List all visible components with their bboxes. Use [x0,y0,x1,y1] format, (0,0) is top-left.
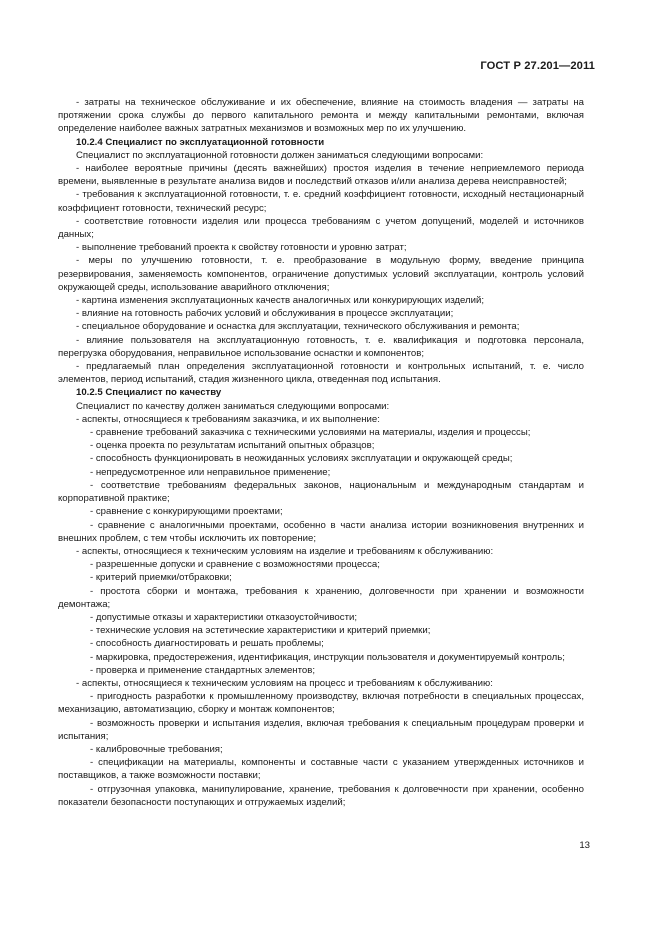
list-item: - требования к эксплуатационной готовности, т. е. средний коэффициент готовности, исходный нестационарный коэффициент готовности, технический ресурс; [58,189,584,214]
paragraph-maintenance-costs: - затраты на техническое обслуживание и их обеспечение, влияние на стоимость владения — затраты на протяжении срока службы до первого капитального ремонта и между капитальными ремонтами, включая определение наиболее важных затратных механизмов и возможных мер по их улучшению. [58,97,584,135]
section-lead-10-2-4: Специалист по эксплуатационной готовности должен заниматься следующими вопросами: [76,149,484,161]
list-item: - непредусмотренное или неправильное применение; [90,466,331,478]
list-item: - критерий приемки/отбраковки; [90,572,232,584]
list-item: - влияние пользователя на эксплуатационную готовность, т. е. квалификация и подготовка персонала, перегрузка оборудования, неправильное использование оснастки и компонентов; [58,334,584,359]
list-item: - технические условия на эстетические характеристики и критерий приемки; [90,625,431,637]
list-item: - специальное оборудование и оснастка для эксплуатации, технического обслуживания и ремонта; [76,321,520,333]
list-item: - калибровочные требования; [90,743,223,755]
list-item: - влияние на готовность рабочих условий и обслуживания в процессе эксплуатации; [76,308,454,320]
list-item: - допустимые отказы и характеристики отказоустойчивости; [90,611,357,623]
list-item: - сравнение с аналогичными проектами, особенно в части анализа истории возникновения внутренних и внешних проблем, с тем чтобы исключить их повторение; [58,519,584,544]
list-item: - сравнение требований заказчика с техническими условиями на материалы, изделия и процессы; [90,427,531,439]
list-item: - способность диагностировать и решать проблемы; [90,638,324,650]
list-group-title: - аспекты, относящиеся к техническим условиям на изделие и требованиям к обслуживанию: [76,545,494,557]
page-number: 13 [579,840,590,851]
list-group-title: - аспекты, относящиеся к техническим условиям на процесс и требованиям к обслуживанию: [76,677,493,689]
list-item: - способность функционировать в неожиданных условиях эксплуатации и окружающей среды; [90,453,513,465]
list-group-title: - аспекты, относящиеся к требованиям заказчика, и их выполнение: [76,413,380,425]
section-heading-10-2-4: 10.2.4 Специалист по эксплуатационной готовности [76,136,325,148]
list-item: - соответствие требованиям федеральных законов, национальным и международным стандартам и корпоративной практике; [58,479,584,505]
list-item: - отгрузочная упаковка, манипулирование, хранение, требования к долговечности при хранении, особенно показатели безопасности поступающих и отгружаемых изделий; [58,783,584,808]
list-item: - проверка и применение стандартных элементов; [90,664,315,676]
list-item: - соответствие готовности изделия или процесса требованиям с учетом допущений, моделей и источников данных; [58,215,584,241]
list-item: - оценка проекта по результатам испытаний опытных образцов; [90,440,375,452]
list-item: - возможность проверки и испытания изделия, включая требования к специальным процедурам проверки и испытания; [58,717,584,742]
list-item: - простота сборки и монтажа, требования к хранению, долговечности при хранении и возможности демонтажа; [58,585,584,610]
section-lead-10-2-5: Специалист по качеству должен заниматься следующими вопросами: [76,400,390,412]
list-item: - маркировка, предостережения, идентификация, инструкции пользователя и документируемый контроль; [90,651,565,663]
list-item: - пригодность разработки к промышленному производству, включая потребности в специальных процессах, механизацию, автоматизацию, сборку и монтаж компонентов; [58,691,584,716]
section-heading-10-2-5: 10.2.5 Специалист по качеству [76,387,222,399]
list-item: - сравнение с конкурирующими проектами; [90,506,283,518]
document-body [58,96,584,809]
list-item: - меры по улучшению готовности, т. е. преобразование в модульную форму, введение принципа резервирования, заменяемость компонентов, ограничение допустимых условий эксплуатации, контроль условий окружающей среды, использование аварийного отключения; [58,255,584,293]
list-item: - картина изменения эксплуатационных качеств аналогичных или конкурирующих изделий; [76,295,485,307]
list-item: - предлагаемый план определения эксплуатационной готовности и контрольных испытаний, т. е. число элементов, период испытаний, стадия жизненного цикла, отведенная под испытания. [58,361,584,386]
page-header-standard: ГОСТ Р 27.201—2011 [480,60,595,72]
list-item: - выполнение требований проекта к свойству готовности и уровню затрат; [76,242,407,254]
list-item: - спецификации на материалы, компоненты и составные части с указанием утвержденных источников и поставщиков, а также возможности поставки; [58,757,584,782]
list-item: - наиболее вероятные причины (десять важнейших) простоя изделия в течение неприемлемого периода времени, выявленные в результате анализа видов и последствий отказов и/или анализа дерева неисправностей; [58,163,584,188]
list-item: - разрешенные допуски и сравнение с возможностями процесса; [90,559,380,571]
